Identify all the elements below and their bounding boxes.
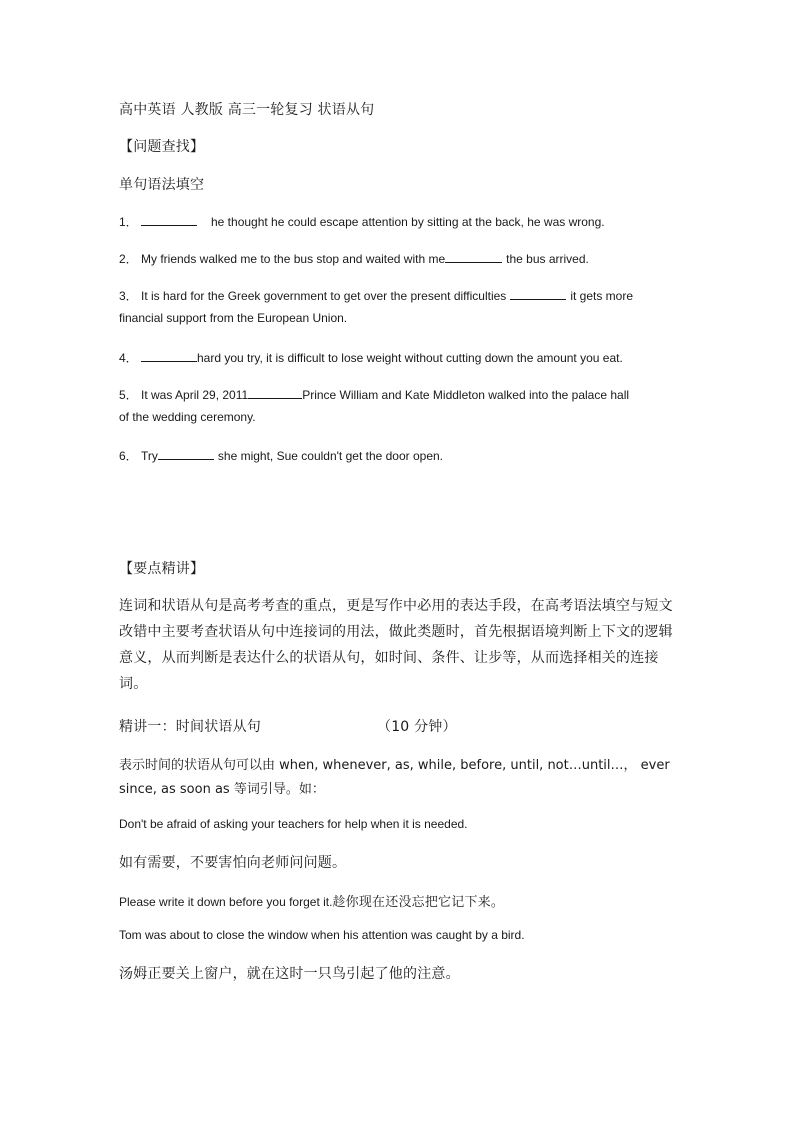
question-5 bbox=[119, 386, 629, 403]
question-text: he thought he could escape attention by sitting at the back, he was wrong. bbox=[211, 215, 605, 229]
answer-blank[interactable] bbox=[445, 251, 502, 263]
section-subheading: 单句语法填空 bbox=[119, 177, 205, 193]
part-time: （10 分钟） bbox=[377, 719, 457, 735]
question-text: the bus arrived. bbox=[506, 252, 589, 266]
question-text: Try bbox=[141, 449, 158, 463]
key-points-paragraph: 连词和状语从句是高考考查的重点，更是写作中必用的表达手段，在高考语法填空与短文改错中主要考查状语从句中连接词的用法，做此类题时，首先根据语境判断上下文的逻辑意义，从而判断是表达什么的状语从句，如时间、条件、让步等，从而选择相关的连接词。 bbox=[119, 598, 673, 692]
question-2 bbox=[119, 250, 589, 267]
question-3 bbox=[119, 287, 633, 304]
answer-blank[interactable] bbox=[141, 350, 197, 362]
question-6 bbox=[119, 447, 443, 464]
question-number: 3． bbox=[119, 289, 138, 303]
question-3-continuation: financial support from the European Union. bbox=[119, 311, 348, 325]
example-2-cn: 趁你现在还没忘把它记下来。 bbox=[332, 894, 505, 909]
answer-blank[interactable] bbox=[248, 387, 302, 399]
answer-blank[interactable] bbox=[141, 214, 197, 226]
example-3-cn: 汤姆正要关上窗户，就在这时一只鸟引起了他的注意。 bbox=[119, 966, 460, 982]
question-number: 5． bbox=[119, 388, 138, 402]
question-5-continuation: of the wedding ceremony. bbox=[119, 410, 256, 424]
part-title-text: 精讲一：时间状语从句 bbox=[119, 719, 261, 735]
example-2 bbox=[119, 891, 504, 910]
part-title bbox=[119, 716, 457, 736]
answer-blank[interactable] bbox=[510, 288, 566, 300]
question-number: 1． bbox=[119, 215, 138, 229]
question-number: 2． bbox=[119, 252, 138, 266]
example-2-en: Please write it down before you forget it. bbox=[119, 895, 333, 909]
example-1-cn: 如有需要，不要害怕向老师问问题。 bbox=[119, 855, 347, 871]
question-4 bbox=[119, 349, 623, 366]
question-text: hard you try, it is difficult to lose weight without cutting down the amount you eat. bbox=[197, 351, 623, 365]
question-text: It was April 29, 2011 bbox=[141, 388, 249, 402]
section-heading-key-points: 【要点精讲】 bbox=[119, 561, 205, 577]
question-1 bbox=[119, 213, 605, 230]
time-clause-intro: 表示时间的状语从句可以由 when, whenever, as, while, before, until, not…until…， ever since, as soon as 等词引导。如： bbox=[119, 758, 670, 797]
question-text: she might, Sue couldn't get the door open. bbox=[217, 449, 444, 463]
question-number: 6． bbox=[119, 449, 138, 463]
section-heading-problems: 【问题查找】 bbox=[119, 139, 205, 155]
question-text: Prince William and Kate Middleton walked into the palace hall bbox=[302, 388, 630, 402]
answer-blank[interactable] bbox=[158, 448, 214, 460]
question-number: 4． bbox=[119, 351, 138, 365]
example-3-en: Tom was about to close the window when his attention was caught by a bird. bbox=[119, 928, 525, 942]
document-title: 高中英语 人教版 高三一轮复习 状语从句 bbox=[119, 102, 375, 118]
question-text: It is hard for the Greek government to get over the present difficulties bbox=[141, 289, 507, 303]
question-text: My friends walked me to the bus stop and waited with me bbox=[141, 252, 446, 266]
question-text: it gets more bbox=[570, 289, 634, 303]
example-1-en: Don't be afraid of asking your teachers for help when it is needed. bbox=[119, 817, 468, 831]
